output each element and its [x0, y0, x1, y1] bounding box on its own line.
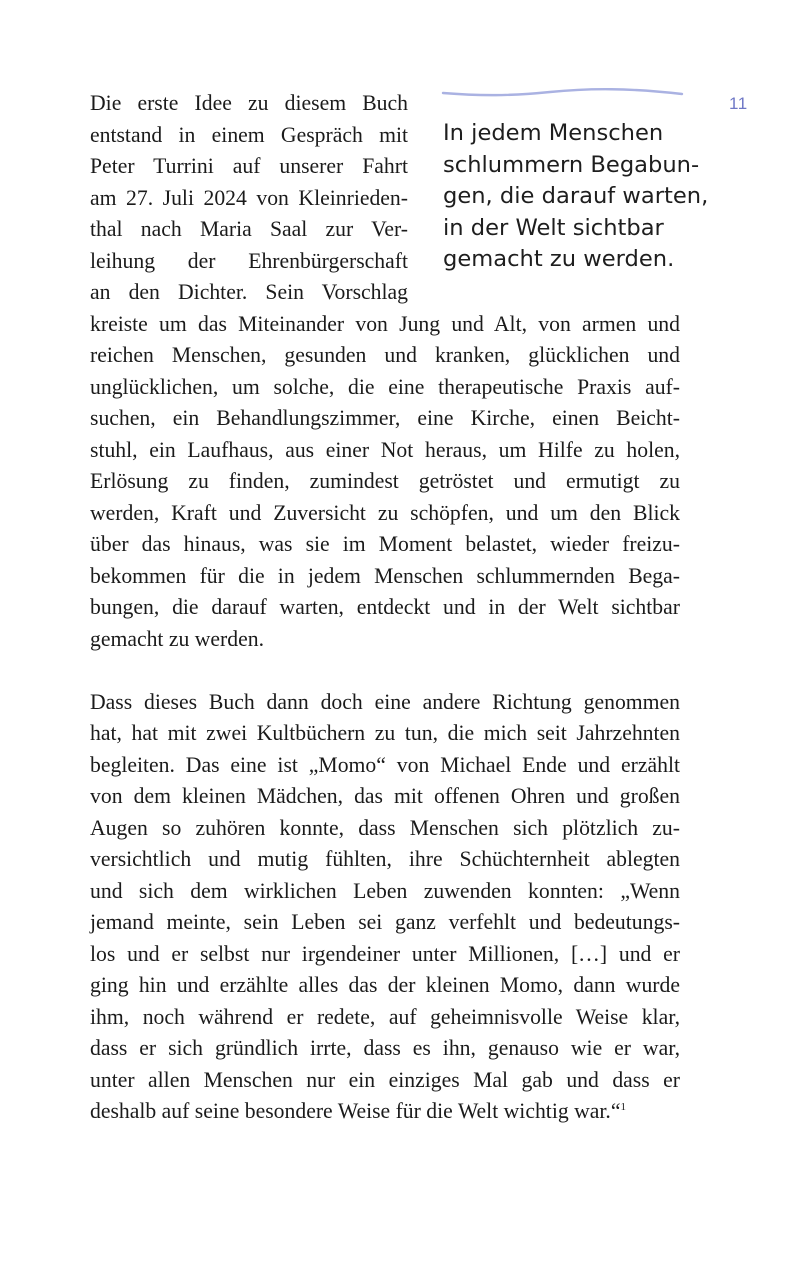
text-line: unter allen Menschen nur ein einziges Mal gab und dass er — [90, 1067, 680, 1092]
text-line: bekommen für die in jedem Menschen schlummernden Bega- — [90, 563, 680, 588]
text-line: los und er selbst nur irgendeiner unter Millionen, […] und er — [90, 941, 680, 966]
paragraph-1 — [90, 88, 680, 655]
pull-quote-line: gen, die darauf warten, — [443, 183, 709, 209]
pull-quote-line: in der Welt sichtbar — [443, 214, 664, 241]
text-line: Peter Turrini auf unserer Fahrt — [90, 154, 408, 178]
text-line: leihung der Ehrenbürgerschaft — [90, 248, 408, 273]
text-line: ging hin und erzählte alles das der kleinen Momo, dann wurde — [90, 973, 680, 997]
text-line: an den Dichter. Sein Vorschlag — [90, 280, 408, 304]
text-line: Erlösung zu finden, zumindest getröstet und ermutigt zu — [90, 469, 680, 493]
text-line: versichtlich und mutig fühlten, ihre Schüchternheit ablegten — [90, 847, 680, 871]
text-line: und sich dem wirklichen Leben zuwenden konnten: „Wenn — [90, 878, 680, 903]
text-line: ihm, noch während er redete, auf geheimnisvolle Weise klar, — [90, 1004, 680, 1029]
pull-quote-line: schlummern Begabun- — [443, 151, 700, 178]
text-line: Augen so zuhören konnte, dass Menschen sich plötzlich zu- — [90, 815, 680, 840]
text-line: am 27. Juli 2024 von Kleinrieden- — [90, 185, 408, 210]
text-line: jemand meinte, sein Leben sei ganz verfehlt und bedeutungs- — [90, 910, 680, 934]
text-line: hat, hat mit zwei Kultbüchern zu tun, die mich seit Jahrzehnten — [90, 721, 680, 745]
pull-quote-line: In jedem Menschen — [443, 120, 664, 146]
paragraph-spacer — [90, 655, 680, 687]
text-line-last — [90, 1096, 680, 1128]
text-line: Die erste Idee zu diesem Buch — [90, 91, 408, 115]
footnote-marker[interactable]: 1 — [620, 1100, 626, 1113]
pull-quote-line: gemacht zu werden. — [443, 246, 675, 272]
text-line: dass er sich gründlich irrte, dass es ihn, genauso wie er war, — [90, 1036, 680, 1060]
text-line: über das hinaus, was sie im Moment belastet, wieder freizu- — [90, 532, 680, 556]
page-number: 11 — [729, 94, 748, 113]
text-line: bungen, die darauf warten, entdeckt und in der Welt sichtbar — [90, 595, 680, 619]
text-line: suchen, ein Behandlungszimmer, eine Kirche, einen Beicht- — [90, 406, 680, 430]
text-line: reichen Menschen, gesunden und kranken, glücklichen und — [90, 343, 680, 367]
body-text — [90, 88, 680, 1128]
text-line: stuhl, ein Laufhaus, aus einer Not heraus, um Hilfe zu holen, — [90, 437, 680, 462]
text-line: entstand in einem Gespräch mit — [90, 122, 408, 147]
text-line: werden, Kraft und Zuversicht zu schöpfen, und um den Blick — [90, 500, 680, 525]
text-line: Dass dieses Buch dann doch eine andere Richtung genommen — [90, 689, 680, 714]
text-line: unglücklichen, um solche, die eine therapeutische Praxis auf- — [90, 374, 680, 399]
text-line: gemacht zu werden. — [90, 626, 265, 651]
text-line-content: deshalb auf seine besondere Weise für die Welt wichtig war.“ — [90, 1099, 621, 1123]
text-line: von dem kleinen Mädchen, das mit offenen Ohren und großen — [90, 784, 680, 808]
text-line: kreiste um das Miteinander von Jung und Alt, von armen und — [90, 311, 680, 336]
text-line: begleiten. Das eine ist „Momo“ von Michael Ende und erzählt — [90, 752, 680, 777]
paragraph-2 — [90, 687, 680, 1128]
text-line: thal nach Maria Saal zur Ver- — [90, 217, 408, 241]
